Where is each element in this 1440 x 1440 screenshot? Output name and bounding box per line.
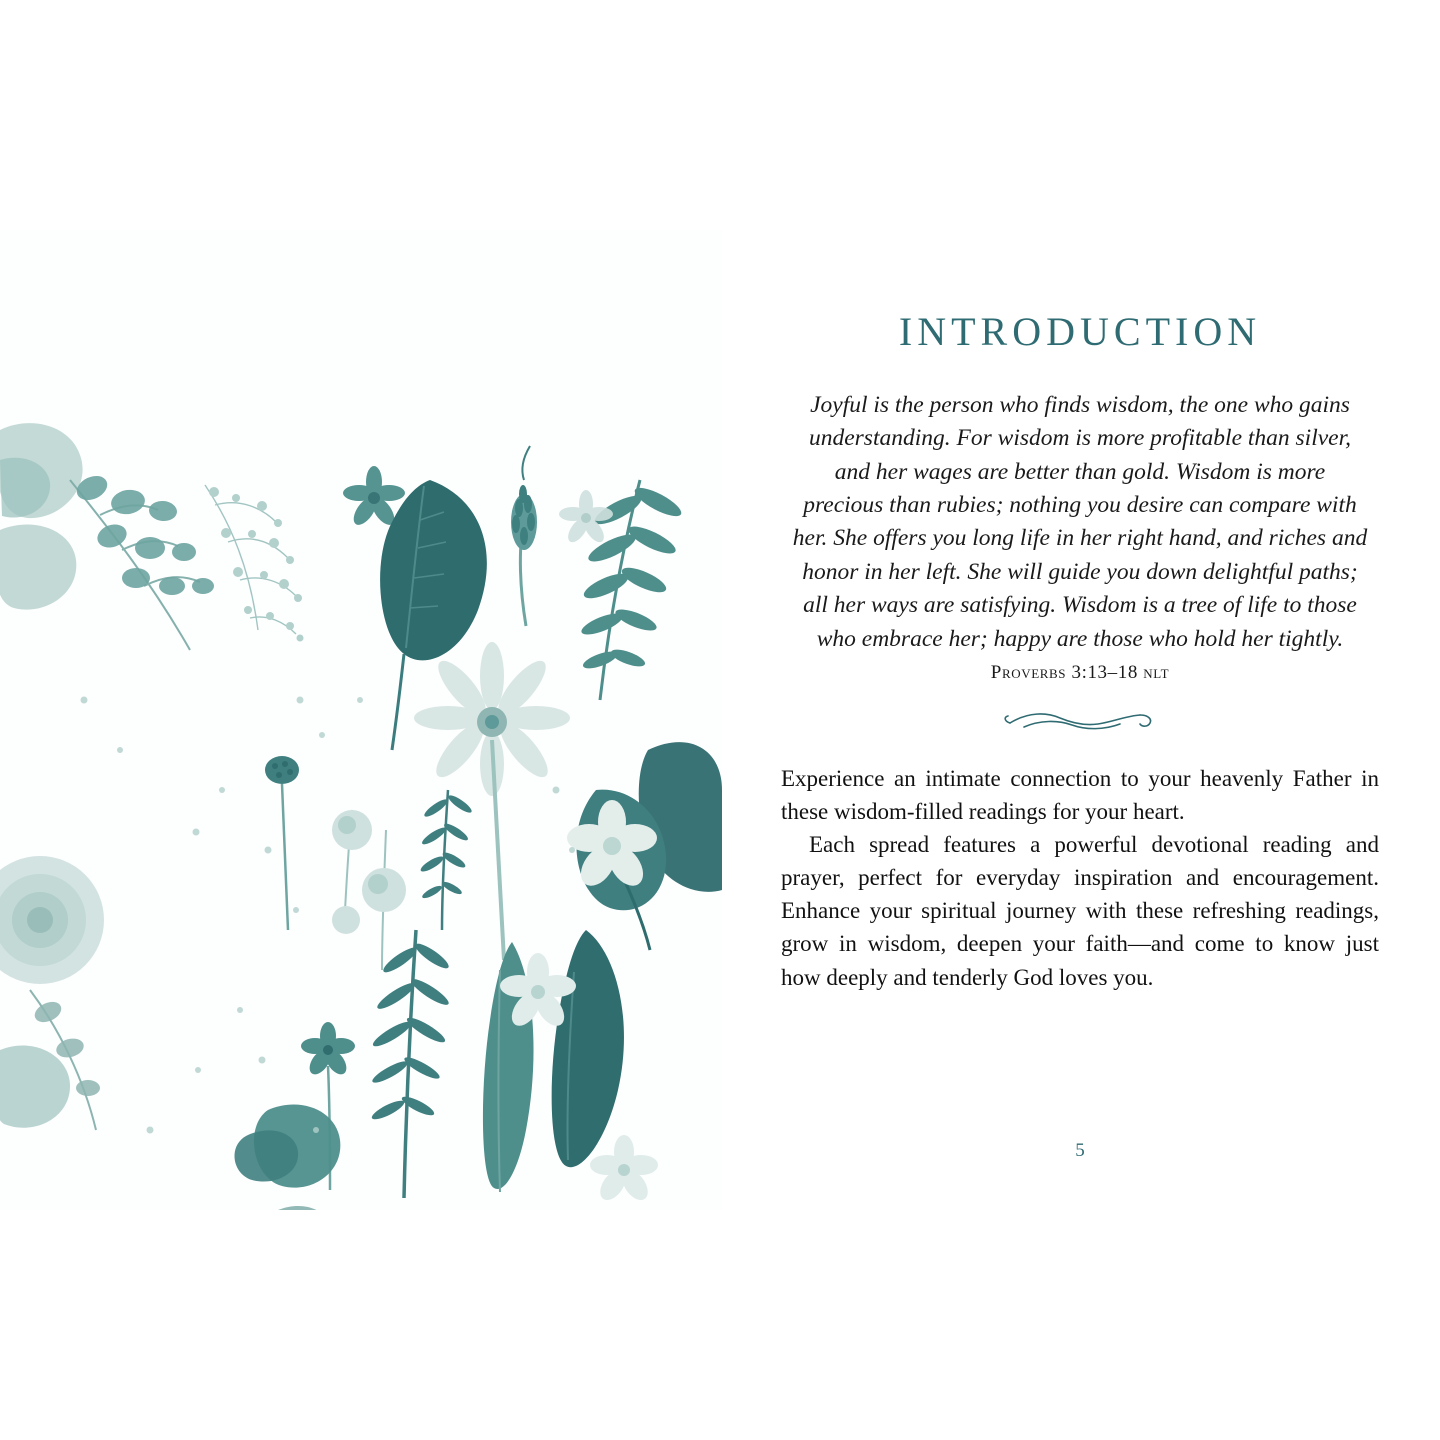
scripture-reference: Proverbs 3:13–18 nlt (990, 661, 1170, 683)
introduction-body (781, 762, 1379, 994)
page-title: INTRODUCTION (898, 309, 1262, 354)
body-paragraph-1: Experience an intimate connection to your heavenly Father in these wisdom-filled readings for your heart. (781, 765, 1379, 824)
body-paragraph-2: Each spread features a powerful devotional reading and prayer, perfect for everyday inspiration and encouragement. Enhance your spiritual journey with these refreshing readings, grow in wisdom, deepen your faith—and come to know just how deeply and tenderly God loves you. (781, 832, 1379, 990)
scripture-quote: Joyful is the person who finds wisdom, the one who gains understanding. For wisdom is more profitable than silver, and her wages are better than gold. Wisdom is more precious than rubies; nothing you desire can compare with her. She offers you long life in her right hand, and riches and honor in her left. She will guide you down delightful paths; all her ways are satisfying. Wisdom is a tree of life to those who embrace her; happy are those who hold her tightly. (792, 392, 1368, 652)
floral-illustration-page (0, 230, 722, 1210)
text-page (760, 230, 1400, 1210)
page-number: 5 (1075, 1140, 1085, 1161)
flourish-ornament (1000, 706, 1160, 736)
floral-botanical-illustration (0, 230, 722, 1210)
